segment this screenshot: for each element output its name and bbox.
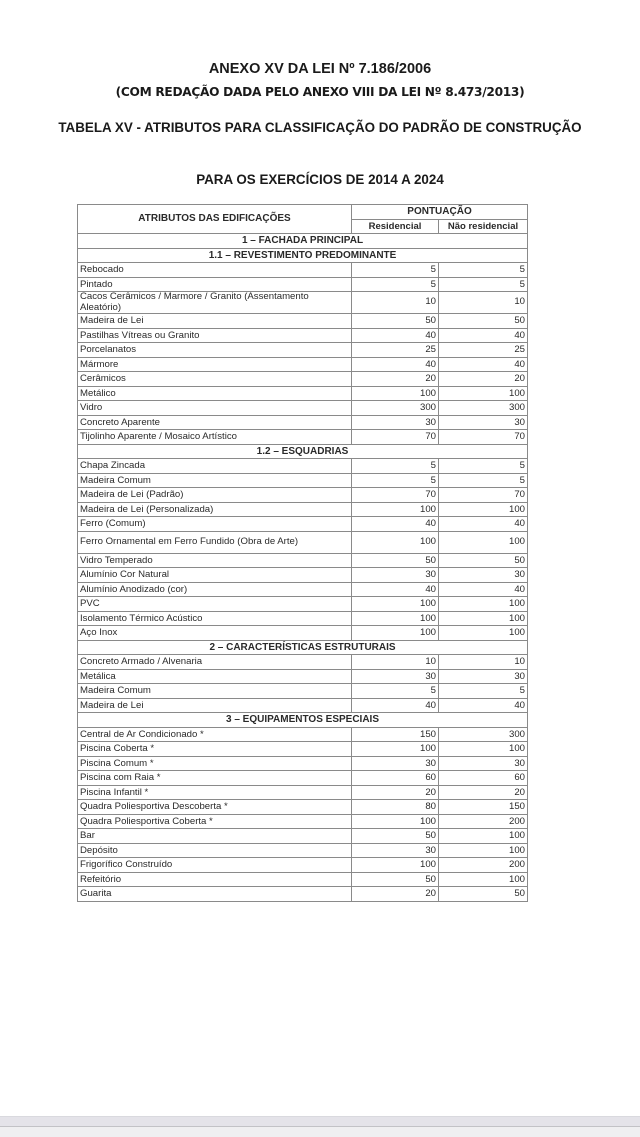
residential-score: 40 — [352, 582, 439, 597]
table-row — [78, 829, 528, 844]
non-residential-score: 100 — [439, 531, 528, 553]
table-row — [78, 401, 528, 416]
non-residential-score: 300 — [439, 401, 528, 416]
residential-score: 10 — [352, 655, 439, 670]
attribute-name: Guarita — [78, 887, 352, 902]
table-row — [78, 698, 528, 713]
attribute-name: Tijolinho Aparente / Mosaico Artístico — [78, 430, 352, 445]
non-residential-score: 30 — [439, 415, 528, 430]
non-residential-score: 30 — [439, 568, 528, 583]
attribute-name: Madeira de Lei (Padrão) — [78, 488, 352, 503]
non-residential-score: 20 — [439, 785, 528, 800]
period-heading: PARA OS EXERCÍCIOS DE 2014 A 2024 — [196, 172, 444, 187]
residential-score: 40 — [352, 357, 439, 372]
residential-score: 10 — [352, 292, 439, 314]
attribute-name: Mármore — [78, 357, 352, 372]
table-row — [78, 655, 528, 670]
residential-score: 100 — [352, 597, 439, 612]
attributes-table — [77, 204, 528, 902]
section-title: 3 – EQUIPAMENTOS ESPECIAIS — [78, 713, 528, 728]
attribute-name: Porcelanatos — [78, 343, 352, 358]
residential-score: 5 — [352, 277, 439, 292]
table-row — [78, 430, 528, 445]
attribute-name: Cacos Cerâmicos / Marmore / Granito (Assentamento Aleatório) — [78, 292, 352, 314]
non-residential-score: 30 — [439, 669, 528, 684]
table-row — [78, 800, 528, 815]
table-row — [78, 343, 528, 358]
attribute-name: PVC — [78, 597, 352, 612]
attribute-name: Alumínio Cor Natural — [78, 568, 352, 583]
non-residential-score: 5 — [439, 473, 528, 488]
attribute-name: Chapa Zincada — [78, 459, 352, 474]
residential-score: 300 — [352, 401, 439, 416]
table-row — [78, 473, 528, 488]
section-row — [78, 640, 528, 655]
table-row — [78, 756, 528, 771]
table-title: TABELA XV - ATRIBUTOS PARA CLASSIFICAÇÃO DO PADRÃO DE CONSTRUÇÃO — [58, 120, 582, 135]
residential-score: 60 — [352, 771, 439, 786]
non-residential-score: 40 — [439, 698, 528, 713]
table-row — [78, 531, 528, 553]
non-residential-score: 50 — [439, 887, 528, 902]
residential-score: 50 — [352, 314, 439, 329]
subsection-row — [78, 248, 528, 263]
attribute-name: Ferro (Comum) — [78, 517, 352, 532]
non-residential-score: 30 — [439, 756, 528, 771]
table-row — [78, 568, 528, 583]
table-row — [78, 277, 528, 292]
table-row — [78, 597, 528, 612]
residential-score: 20 — [352, 887, 439, 902]
non-residential-score: 150 — [439, 800, 528, 815]
residential-score: 70 — [352, 488, 439, 503]
residential-score: 30 — [352, 415, 439, 430]
residential-score: 100 — [352, 814, 439, 829]
non-residential-score: 100 — [439, 829, 528, 844]
table-row — [78, 314, 528, 329]
table-row — [78, 459, 528, 474]
attribute-name: Frigorífico Construído — [78, 858, 352, 873]
non-residential-score: 100 — [439, 611, 528, 626]
attribute-name: Isolamento Térmico Acústico — [78, 611, 352, 626]
subsection-title: 1.2 – ESQUADRIAS — [78, 444, 528, 459]
non-residential-score: 40 — [439, 582, 528, 597]
residential-score: 5 — [352, 473, 439, 488]
non-residential-score: 5 — [439, 263, 528, 278]
table-row — [78, 742, 528, 757]
table-row — [78, 357, 528, 372]
table-row — [78, 626, 528, 641]
header-attributes: ATRIBUTOS DAS EDIFICAÇÕES — [78, 205, 352, 234]
table-row — [78, 263, 528, 278]
residential-score: 25 — [352, 343, 439, 358]
non-residential-score: 10 — [439, 292, 528, 314]
attribute-name: Vidro — [78, 401, 352, 416]
table-row — [78, 771, 528, 786]
attribute-name: Aço Inox — [78, 626, 352, 641]
non-residential-score: 40 — [439, 328, 528, 343]
non-residential-score: 40 — [439, 357, 528, 372]
residential-score: 30 — [352, 843, 439, 858]
non-residential-score: 25 — [439, 343, 528, 358]
residential-score: 100 — [352, 531, 439, 553]
non-residential-score: 100 — [439, 843, 528, 858]
attribute-name: Alumínio Anodizado (cor) — [78, 582, 352, 597]
residential-score: 5 — [352, 459, 439, 474]
residential-score: 100 — [352, 626, 439, 641]
header-residential: Residencial — [352, 219, 439, 234]
attribute-name: Metálico — [78, 386, 352, 401]
subsection-row — [78, 444, 528, 459]
non-residential-score: 5 — [439, 459, 528, 474]
table-row — [78, 814, 528, 829]
non-residential-score: 300 — [439, 727, 528, 742]
attribute-name: Madeira de Lei — [78, 698, 352, 713]
residential-score: 5 — [352, 263, 439, 278]
table-body — [78, 234, 528, 902]
section-row — [78, 713, 528, 728]
attribute-name: Piscina Comum * — [78, 756, 352, 771]
non-residential-score: 100 — [439, 502, 528, 517]
attribute-name: Pastilhas Vítreas ou Granito — [78, 328, 352, 343]
residential-score: 80 — [352, 800, 439, 815]
residential-score: 30 — [352, 568, 439, 583]
attribute-name: Quadra Poliesportiva Coberta * — [78, 814, 352, 829]
non-residential-score: 60 — [439, 771, 528, 786]
attribute-name: Vidro Temperado — [78, 553, 352, 568]
attribute-name: Ferro Ornamental em Ferro Fundido (Obra de Arte) — [78, 531, 352, 553]
attribute-name: Metálica — [78, 669, 352, 684]
residential-score: 150 — [352, 727, 439, 742]
residential-score: 40 — [352, 517, 439, 532]
non-residential-score: 10 — [439, 655, 528, 670]
attribute-name: Bar — [78, 829, 352, 844]
non-residential-score: 5 — [439, 684, 528, 699]
section-title: 2 – CARACTERÍSTICAS ESTRUTURAIS — [78, 640, 528, 655]
table-row — [78, 858, 528, 873]
table-row — [78, 843, 528, 858]
non-residential-score: 200 — [439, 858, 528, 873]
table-row — [78, 517, 528, 532]
non-residential-score: 200 — [439, 814, 528, 829]
header-non-residential: Não residencial — [439, 219, 528, 234]
table-row — [78, 502, 528, 517]
attribute-name: Depósito — [78, 843, 352, 858]
attribute-name: Refeitório — [78, 872, 352, 887]
non-residential-score: 100 — [439, 626, 528, 641]
table-row — [78, 872, 528, 887]
non-residential-score: 70 — [439, 488, 528, 503]
attribute-name: Central de Ar Condicionado * — [78, 727, 352, 742]
attribute-name: Madeira de Lei (Personalizada) — [78, 502, 352, 517]
residential-score: 100 — [352, 386, 439, 401]
document-subtitle: (COM REDAÇÃO DADA PELO ANEXO VIII DA LEI Nº 8.473/2013) — [115, 85, 525, 99]
subsection-title: 1.1 – REVESTIMENTO PREDOMINANTE — [78, 248, 528, 263]
non-residential-score: 20 — [439, 372, 528, 387]
residential-score: 30 — [352, 669, 439, 684]
residential-score: 100 — [352, 502, 439, 517]
table-row — [78, 292, 528, 314]
table-row — [78, 553, 528, 568]
table-row — [78, 415, 528, 430]
document-title: ANEXO XV DA LEI Nº 7.186/2006 — [208, 61, 432, 77]
attribute-name: Madeira Comum — [78, 684, 352, 699]
attribute-name: Piscina Infantil * — [78, 785, 352, 800]
attribute-name: Madeira Comum — [78, 473, 352, 488]
residential-score: 50 — [352, 553, 439, 568]
residential-score: 50 — [352, 829, 439, 844]
non-residential-score: 70 — [439, 430, 528, 445]
non-residential-score: 40 — [439, 517, 528, 532]
table-row — [78, 785, 528, 800]
table-row — [78, 684, 528, 699]
section-row — [78, 234, 528, 249]
header-score: PONTUAÇÃO — [352, 205, 528, 220]
residential-score: 100 — [352, 611, 439, 626]
non-residential-score: 100 — [439, 742, 528, 757]
residential-score: 70 — [352, 430, 439, 445]
residential-score: 20 — [352, 372, 439, 387]
table-row — [78, 727, 528, 742]
non-residential-score: 50 — [439, 553, 528, 568]
table-row — [78, 488, 528, 503]
table-row — [78, 328, 528, 343]
table-row — [78, 669, 528, 684]
bottom-toolbar — [0, 1116, 640, 1137]
attribute-name: Cerâmicos — [78, 372, 352, 387]
table-row — [78, 386, 528, 401]
non-residential-score: 100 — [439, 597, 528, 612]
attribute-name: Piscina com Raia * — [78, 771, 352, 786]
non-residential-score: 100 — [439, 386, 528, 401]
attribute-name: Quadra Poliesportiva Descoberta * — [78, 800, 352, 815]
residential-score: 100 — [352, 742, 439, 757]
non-residential-score: 50 — [439, 314, 528, 329]
attribute-name: Piscina Coberta * — [78, 742, 352, 757]
residential-score: 40 — [352, 328, 439, 343]
table-row — [78, 887, 528, 902]
attribute-name: Pintado — [78, 277, 352, 292]
residential-score: 50 — [352, 872, 439, 887]
residential-score: 40 — [352, 698, 439, 713]
attribute-name: Rebocado — [78, 263, 352, 278]
residential-score: 30 — [352, 756, 439, 771]
attribute-name: Madeira de Lei — [78, 314, 352, 329]
residential-score: 5 — [352, 684, 439, 699]
non-residential-score: 5 — [439, 277, 528, 292]
residential-score: 100 — [352, 858, 439, 873]
attribute-name: Concreto Armado / Alvenaria — [78, 655, 352, 670]
table-row — [78, 611, 528, 626]
section-title: 1 – FACHADA PRINCIPAL — [78, 234, 528, 249]
table-row — [78, 372, 528, 387]
residential-score: 20 — [352, 785, 439, 800]
non-residential-score: 100 — [439, 872, 528, 887]
attribute-name: Concreto Aparente — [78, 415, 352, 430]
table-row — [78, 582, 528, 597]
